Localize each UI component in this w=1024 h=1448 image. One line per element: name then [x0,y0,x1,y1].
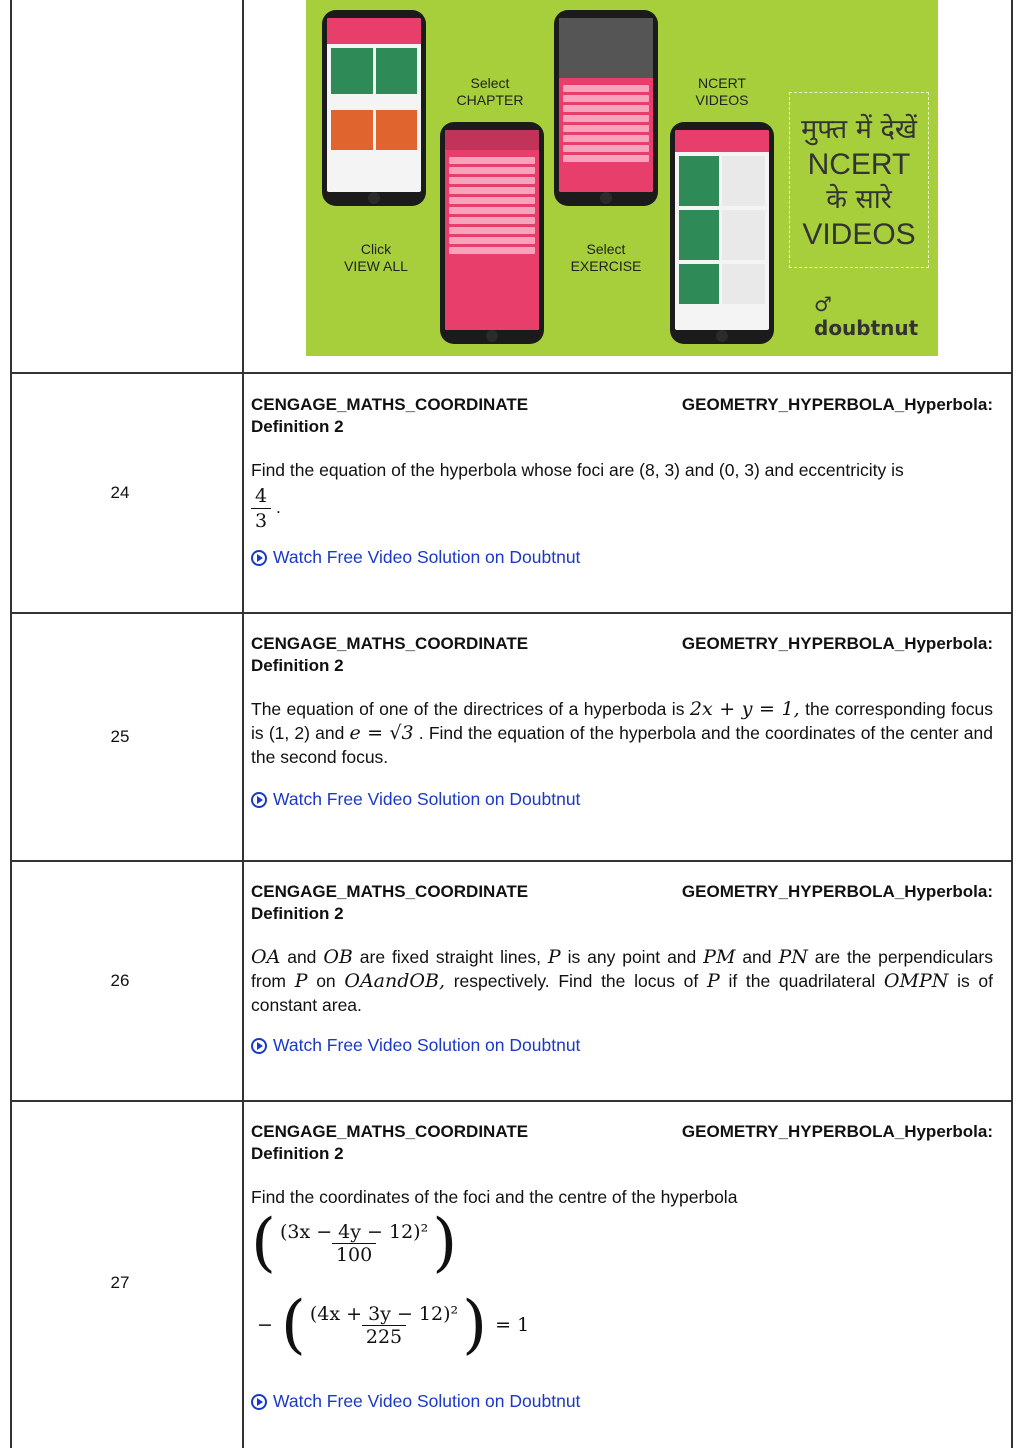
play-icon [251,550,267,566]
question-row-25 [251,633,993,810]
phone-exercise-mockup [554,10,658,206]
caption-select-exercise: Select EXERCISE [570,241,642,274]
caption-ncert-videos: NCERT VIDEOS [695,75,749,108]
doubtnut-logo-icon: ♂ [814,292,832,316]
question-number: 25 [110,727,130,746]
phone-chapter-mockup [440,122,544,344]
caption-view-all: Click VIEW ALL [344,241,408,274]
watch-video-link[interactable]: Watch Free Video Solution on Doubtnut [251,1035,993,1056]
promo-hindi-line2: के सारे [826,184,892,215]
doubtnut-logo: ♂ doubtnut [814,292,919,340]
question-number: 26 [110,971,130,990]
question-row-24 [251,394,993,568]
question-text: Find the coordinates of the foci and the centre of the hyperbola [251,1187,738,1207]
question-row-26 [251,881,993,1056]
chapter-subheading: Definition 2 [251,904,344,923]
question-text: The equation of one of the directrices of a hyperboda is 2x + y = 1, the corresponding focus is (1, 2) and e = √3 . Find the equation of the hyperbola and the coordinates of the center and the second focus. [251,698,993,767]
play-icon [251,1038,267,1054]
row-divider [12,860,1011,862]
chapter-subheading: Definition 2 [251,417,344,436]
chapter-heading: CENGAGE_MATHS_COORDINATE GEOMETRY_HYPERBOLA_Hyperbola: [251,395,993,414]
play-icon [251,1394,267,1410]
column-divider [242,0,244,1448]
chapter-subheading: Definition 2 [251,1144,344,1163]
promo-videos: VIDEOS [802,218,916,251]
fraction: $\frac{4}{3}$ [251,484,271,533]
watch-video-link[interactable]: Watch Free Video Solution on Doubtnut [251,1391,993,1412]
promo-hindi-line1: मुफ्त में देखें [801,114,917,145]
question-text: OA and OB are fixed straight lines, P is any point and PM and PN are the perpendiculars from P on OAandOB, respectively. Find the locus of P if the quadrilateral OMPN is of constant area. [251,946,993,1015]
chapter-heading: CENGAGE_MATHS_COORDINATE GEOMETRY_HYPERBOLA_Hyperbola: [251,634,993,653]
play-icon [251,792,267,808]
question-number: 27 [110,1273,130,1292]
question-number: 24 [110,483,130,502]
equation-part1: ( $\frac{\text{(3x − 4y − 12)²}}{100}$ ) [251,1206,458,1280]
promo-box [789,92,929,268]
row-divider [12,1100,1011,1102]
promo-ncert: NCERT [807,148,911,181]
question-text: Find the equation of the hyperbola whose foci are (8, 3) and (0, 3) and eccentricity is $\frac{4}{3}$ . [251,460,904,532]
fraction: $\frac{\text{(4x + 3y − 12)²}}{225}$ [309,1302,459,1348]
fraction: $\frac{\text{(3x − 4y − 12)²}}{100}$ [279,1220,429,1266]
chapter-heading: CENGAGE_MATHS_COORDINATE GEOMETRY_HYPERBOLA_Hyperbola: [251,1122,993,1141]
phone-videos-mockup [670,122,774,344]
row-divider [12,612,1011,614]
phone-library-mockup [322,10,426,206]
chapter-heading: CENGAGE_MATHS_COORDINATE GEOMETRY_HYPERBOLA_Hyperbola: [251,882,993,901]
watch-video-link[interactable]: Watch Free Video Solution on Doubtnut [251,547,993,568]
watch-video-link[interactable]: Watch Free Video Solution on Doubtnut [251,789,993,810]
equation-part2: − ( $\frac{\text{(4x + 3y − 12)²}}{225}$ ) = 1 [257,1288,530,1362]
chapter-subheading: Definition 2 [251,656,344,675]
doubtnut-promo-banner[interactable] [306,0,938,356]
question-row-27 [251,1121,993,1412]
caption-select-chapter: Select CHAPTER [456,75,524,108]
row-divider [12,372,1011,374]
